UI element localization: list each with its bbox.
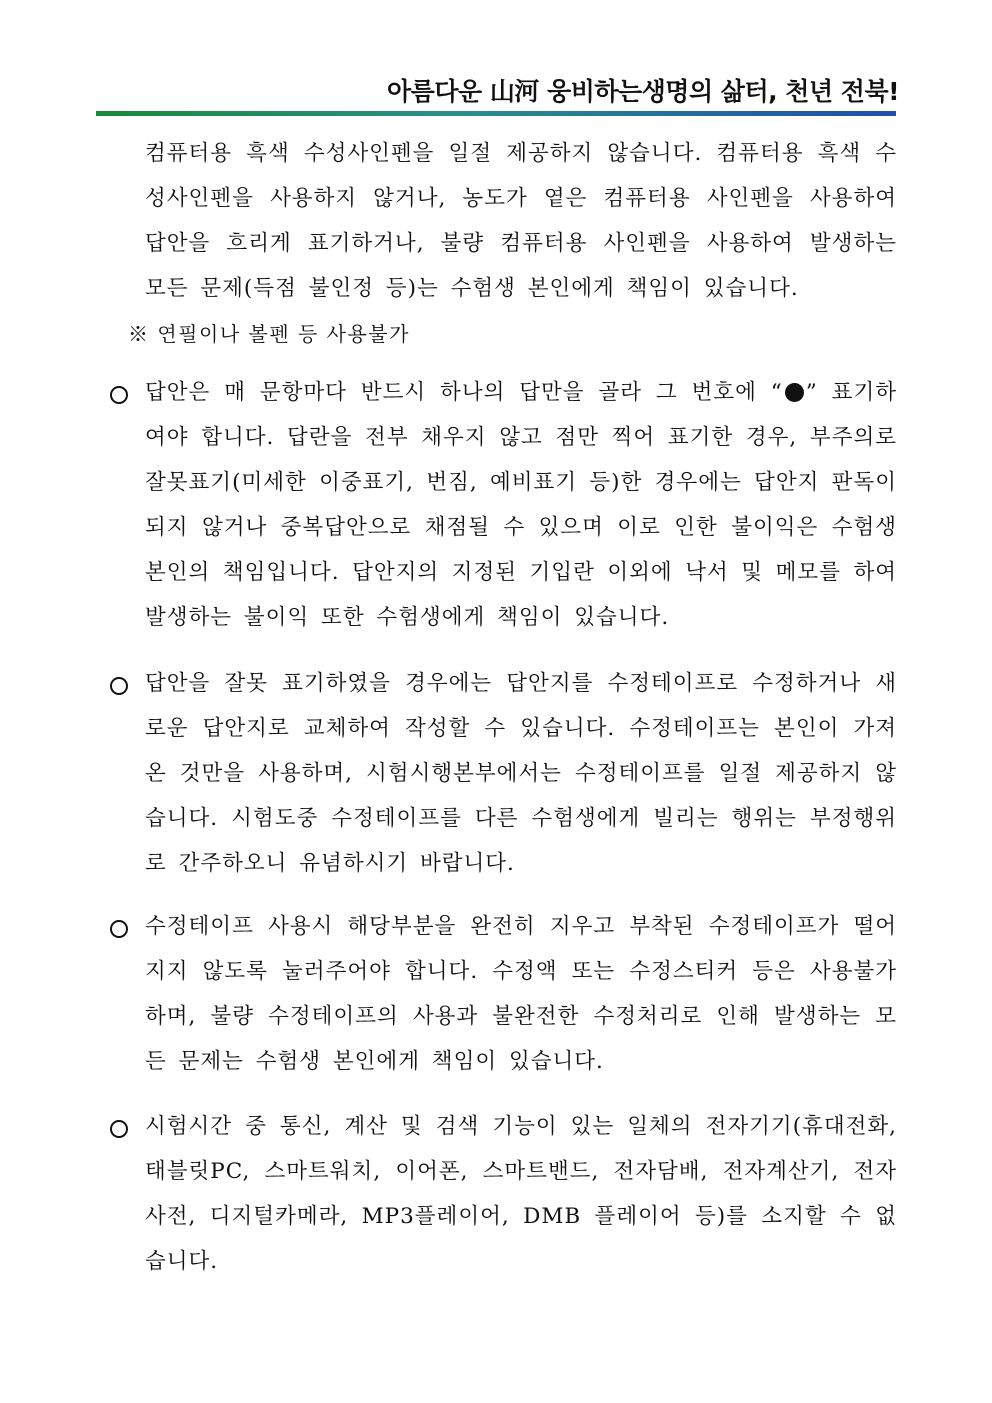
paragraph-answer-marking — [145, 370, 897, 640]
circle-bullet-icon — [110, 1120, 128, 1138]
answer-marking-text-end: ” 표기하여야 합니다. 답란을 전부 채우지 않고 점만 찍어 표기한 경우, 부주의로 잘못표기(미세한 이중표기, 번짐, 예비표기 등)한 경우에는 답안지 판독이 되지 않거나 중복답안으로 채점될 수 있으며 이로 인한 불이익은 수험생 본인의 책임입니다. 답안지의 지정된 기입란 이외에 낙서 및 메모를 하여 발생하는 불이익 또한 수험생에게 책임이 있습니다. — [145, 380, 897, 630]
paragraph-sign-pen-notice: 컴퓨터용 흑색 수성사인펜을 일절 제공하지 않습니다. 컴퓨터용 흑색 수성사인펜을 사용하지 않거나, 농도가 옅은 컴퓨터용 사인펜을 사용하여 답안을 흐리게 표기하거나, 불량 컴퓨터용 사인펜을 사용하여 발생하는 모든 문제(득점 불인정 등)는 수험생 본인에게 책임이 있습니다. — [145, 141, 897, 301]
circle-bullet-icon — [110, 920, 128, 938]
header-divider — [96, 111, 896, 116]
circle-bullet-icon — [110, 677, 128, 695]
filled-circle-icon — [785, 383, 804, 402]
answer-marking-text-start: 답안은 매 문항마다 반드시 하나의 답만을 골라 그 번호에 “ — [145, 380, 783, 405]
paragraph-tape-usage: 수정테이프 사용시 해당부분을 완전히 지우고 부착된 수정테이프가 떨어지지 않도록 눌러주어야 합니다. 수정액 또는 수정스티커 등은 사용불가하며, 불량 수정테이프의 사용과 불완전한 수정처리로 인해 발생하는 모든 문제는 수험생 본인에게 책임이 있습니다. — [145, 914, 897, 1074]
paragraph-electronic-devices: 시험시간 중 통신, 계산 및 검색 기능이 있는 일체의 전자기기(휴대전화, 태블릿PC, 스마트워치, 이어폰, 스마트밴드, 전자담배, 전자계산기, 전자사전, 디지털카메라, MP3플레이어, DMB 플레이어 등)를 소지할 수 없습니다. — [145, 1114, 897, 1274]
paragraph-correction-tape: 답안을 잘못 표기하였을 경우에는 답안지를 수정테이프로 수정하거나 새로운 답안지로 교체하여 작성할 수 있습니다. 수정테이프는 본인이 가져온 것만을 사용하며, 시험시행본부에서는 수정테이프를 일절 제공하지 않습니다. 시험도중 수정테이프를 다른 수험생에게 빌리는 행위는 부정행위로 간주하오니 유념하시기 바랍니다. — [145, 671, 897, 876]
pencil-pen-note: ※ 연필이나 볼펜 등 사용불가 — [128, 322, 410, 346]
circle-bullet-icon — [110, 386, 128, 404]
header-slogan: 아름다운 山河 웅비하는생명의 삶터, 천년 전북! — [387, 77, 899, 106]
